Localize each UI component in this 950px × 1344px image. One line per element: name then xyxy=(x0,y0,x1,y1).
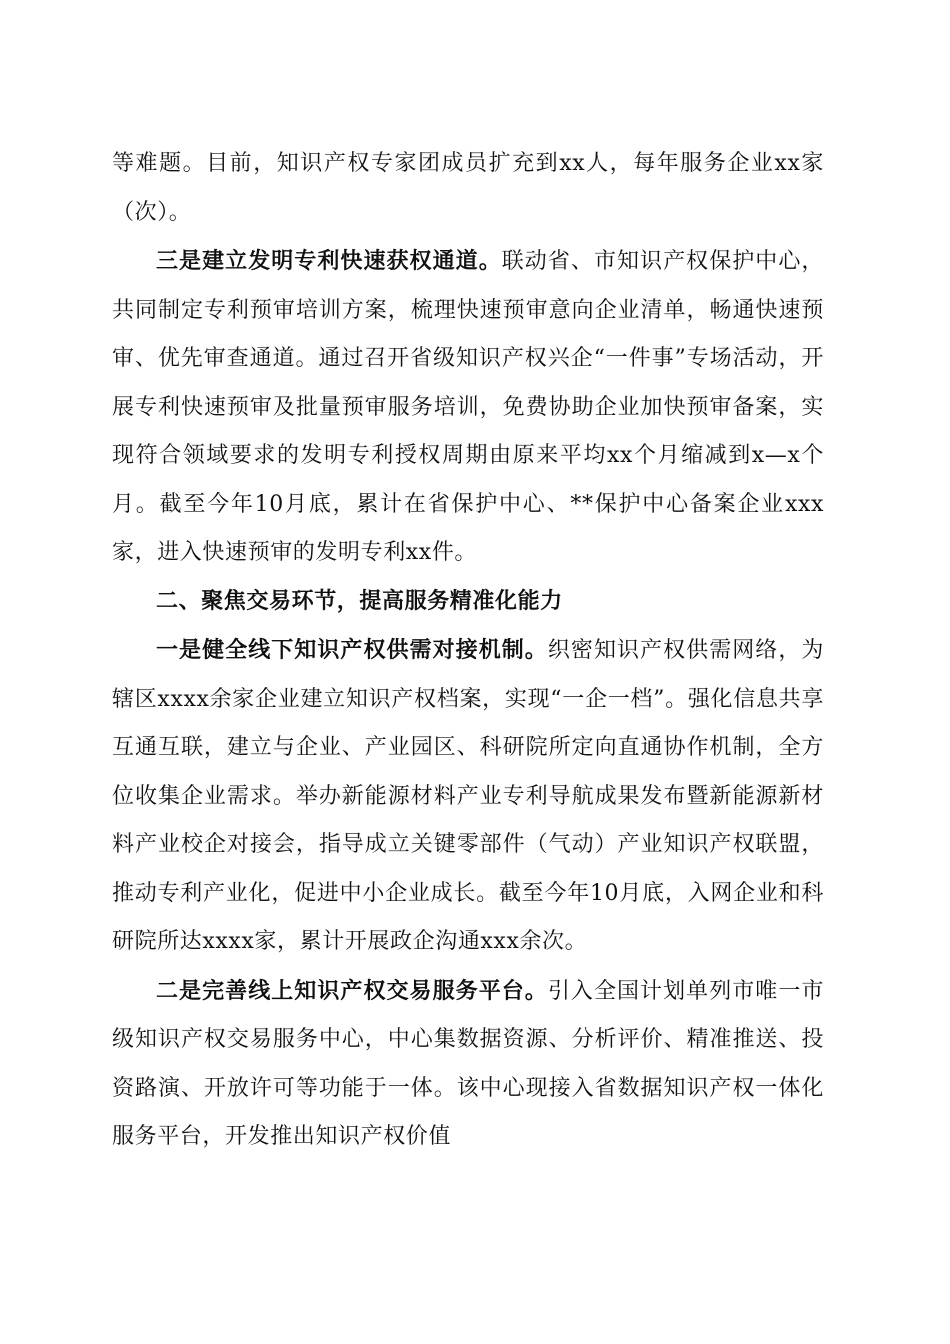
paragraph-lead: 二是完善线上知识产权交易服务平台。 xyxy=(156,977,548,1004)
paragraph-text: 引入全国计划单列市唯一市级知识产权交易服务中心，中心集数据资源、分析评价、精准推送、投资路演、开放许可等功能于一体。该中心现接入省数据知识产权一体化服务平台，开发推出知识产权价值 xyxy=(112,978,825,1149)
paragraph-fast-patent-channel xyxy=(112,237,824,578)
paragraph-text: 织密知识产权供需网络，为辖区xxxx余家企业建立知识产权档案，实现“一企一档”。强化信息共享互通互联，建立与企业、产业园区、科研院所定向直通协作机制，全方位收集企业需求。举办新能源材料产业专利导航成果发布暨新能源新材料产业校企对接会，指导成立关键零部件（气动）产业知识产权联盟，推动专利产业化，促进中小企业成长。截至今年10月底，入网企业和科研院所达xxxx家，累计开展政企沟通xxx余次。 xyxy=(112,638,825,954)
document-body xyxy=(112,140,824,1162)
paragraph-lead: 一是健全线下知识产权供需对接机制。 xyxy=(156,637,548,663)
paragraph-text: 联动省、市知识产权保护中心，共同制定专利预审培训方案，梳理快速预审意向企业清单，畅通快速预审、优先审查通道。通过召开省级知识产权兴企“一件事”专场活动，开展专利快速预审及批量预审服务培训，免费协助企业加快预审备案，实现符合领域要求的发明专利授权周期由原来平均xx个月缩减到x—x个月。截至今年10月底，累计在省保护中心、**保护中心备案企业xxx家，进入快速预审的发明专利xx件。 xyxy=(112,249,824,565)
paragraph-offline-mechanism xyxy=(112,626,824,967)
paragraph-lead: 三是建立发明专利快速获权通道。 xyxy=(156,248,502,274)
section-heading: 二、聚焦交易环节，提高服务精准化能力 xyxy=(156,588,563,614)
paragraph-online-platform xyxy=(112,967,824,1162)
paragraph-text: 等难题。目前，知识产权专家团成员扩充到xx人，每年服务企业xx家（次）。 xyxy=(112,151,824,225)
paragraph-continuation xyxy=(112,140,824,237)
